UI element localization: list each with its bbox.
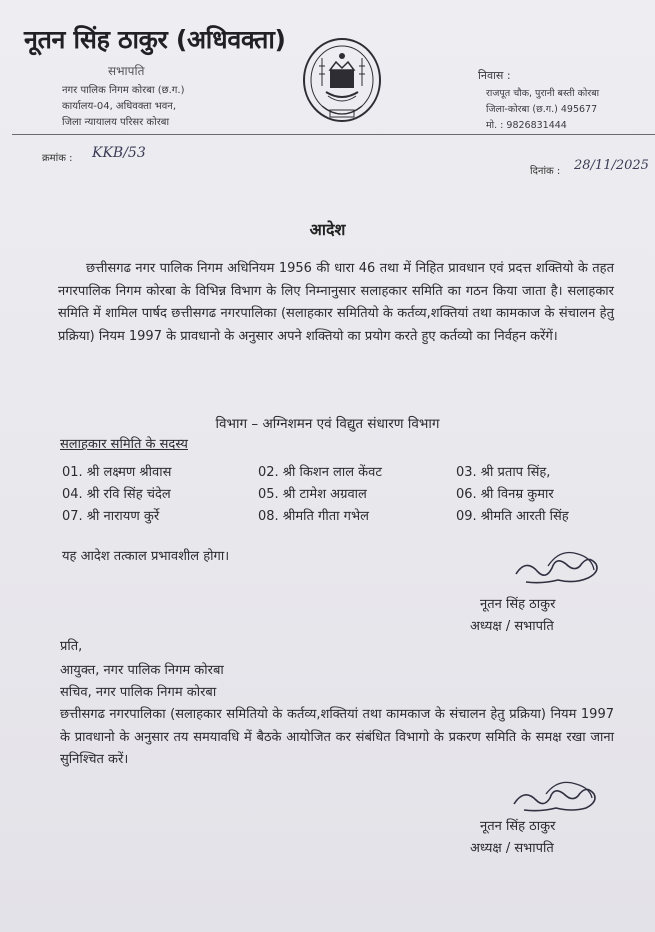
member-item: 07. श्री नारायण कुर्रे bbox=[62, 509, 160, 524]
member-item: 01. श्री लक्ष्मण श्रीवास bbox=[62, 465, 172, 480]
signature-1-icon bbox=[508, 544, 604, 590]
mobile-number: मो. : 9826831444 bbox=[486, 120, 567, 131]
order-body: छत्तीसगढ नगर पालिक निगम अधिनियम 1956 की धारा 46 तथा में निहित प्रावधान एवं प्रदत्त शक्तियो के तहत नगरपालिक निगम कोरबा के विभिन्न विभाग के लिए निम्नानुसार सलाहकार समिति का गठन किया जाता है। सलाहकार समिति में शामिल पार्षद छत्तीसगढ नगरपालिका (सलाहकार समितियो के कर्तव्य,शक्तियां तथा कामकाज के संचालन हेतु प्रक्रिया) नियम 1997 के प्रावधानो के अनुसार अपने शक्तियो का प्रयोग करते हुए कर्तव्यो का निर्वहन करेंगें। bbox=[58, 261, 614, 344]
residence-address-2: जिला-कोरबा (छ.ग.) 495677 bbox=[486, 104, 598, 115]
member-item: 02. श्री किशन लाल केंवट bbox=[258, 465, 382, 480]
member-item: 08. श्रीमति गीता गभेल bbox=[258, 509, 369, 524]
signatory-name-2: नूतन सिंह ठाकुर bbox=[480, 819, 556, 834]
letterhead-org: नगर पालिक निगम कोरबा (छ.ग.) bbox=[62, 85, 185, 96]
date-label: दिनांक : bbox=[530, 166, 561, 177]
members-heading: सलाहकार समिति के सदस्य bbox=[60, 437, 188, 452]
date-value: 28/11/2025 bbox=[574, 158, 649, 173]
recipient-item: आयुक्त, नगर पालिक निगम कोरबा bbox=[60, 663, 224, 678]
member-item: 04. श्री रवि सिंह चंदेल bbox=[62, 487, 171, 502]
signature-2-icon bbox=[506, 776, 602, 816]
member-item: 03. श्री प्रताप सिंह, bbox=[456, 465, 551, 480]
member-item: 06. श्री विनम्र कुमार bbox=[456, 487, 554, 502]
order-title: आदेश bbox=[309, 220, 346, 239]
signatory-title: अध्यक्ष / सभापति bbox=[470, 619, 554, 634]
copy-to-label: प्रति, bbox=[60, 639, 83, 654]
municipal-emblem-icon bbox=[300, 36, 384, 128]
recipient-item: सचिव, नगर पालिक निगम कोरबा bbox=[60, 685, 217, 700]
letterhead-designation: सभापति bbox=[108, 64, 145, 78]
signatory-title-2: अध्यक्ष / सभापति bbox=[470, 841, 554, 856]
member-item: 09. श्रीमति आरती सिंह bbox=[456, 509, 569, 524]
residence-label: निवास : bbox=[478, 69, 511, 82]
copy-instruction: छत्तीसगढ नगरपालिका (सलाहकार समितियो के कर्तव्य,शक्तियां तथा कामकाज के संचालन हेतु प्रक्रिया) नियम 1997 के प्रावधानो के अनुसार तय समयावधि में बैठके आयोजित कर संबंधित विभागो के प्रकरण समिति के समक्ष रखा जाना सुनिश्चित करें। bbox=[60, 707, 614, 767]
reference-label: क्रमांक : bbox=[42, 153, 73, 164]
letterhead-name: नूतन सिंह ठाकुर (अधिवक्ता) bbox=[24, 25, 286, 54]
letterhead-office-2: जिला न्यायालय परिसर कोरबा bbox=[62, 117, 170, 128]
letterhead-divider bbox=[12, 134, 655, 135]
closing-statement: यह आदेश तत्काल प्रभावशील होगा। bbox=[62, 549, 230, 564]
member-item: 05. श्री टामेश अग्रवाल bbox=[258, 487, 367, 502]
letterhead-office: कार्यालय-04, अधिवक्ता भवन, bbox=[62, 101, 177, 112]
residence-address-1: राजपूत चौक, पुरानी बस्ती कोरबा bbox=[486, 88, 600, 99]
reference-number: KKB/53 bbox=[92, 145, 146, 161]
signatory-name: नूतन सिंह ठाकुर bbox=[480, 597, 556, 612]
department-heading: विभाग – अग्निशमन एवं विद्युत संधारण विभाग bbox=[215, 416, 440, 432]
